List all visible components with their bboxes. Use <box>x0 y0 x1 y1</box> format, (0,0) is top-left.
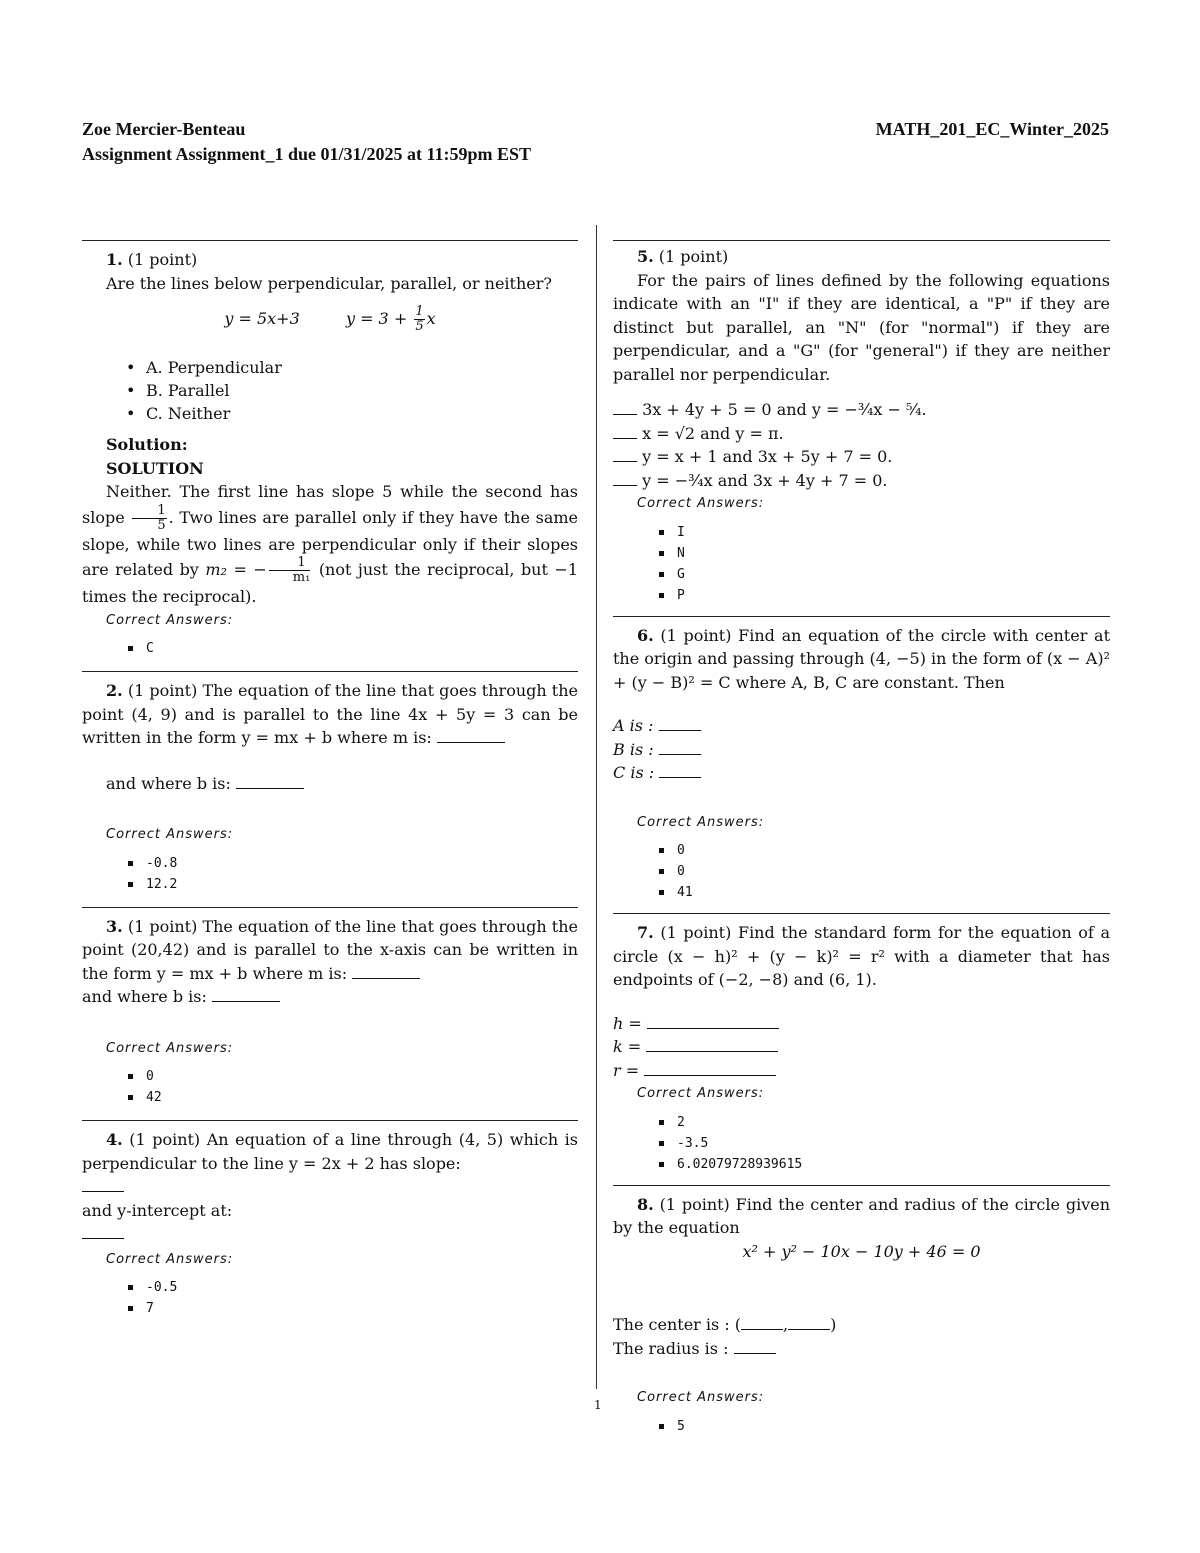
equation-2-suffix: x <box>426 309 436 328</box>
answer-blank[interactable] <box>352 964 420 979</box>
solution-title: SOLUTION <box>106 458 204 478</box>
field-row: k = <box>613 1035 1110 1059</box>
correct-answers-label: Correct Answers: <box>106 827 234 842</box>
page-number: 1 <box>594 1398 602 1412</box>
answer-blank[interactable] <box>647 1014 779 1029</box>
answer-list <box>126 853 578 895</box>
radius-row: The radius is : <box>613 1337 1110 1361</box>
answer-item: 12.2 <box>126 874 578 895</box>
problem-question: (1 point) The equation of the line that goes through the point (20,42) and is parallel to the x-axis can be written in the form y = mx + b where m is: <box>82 916 578 983</box>
answer-item: 42 <box>126 1087 578 1108</box>
answer-blank[interactable] <box>659 763 701 778</box>
answer-list <box>657 1112 1110 1175</box>
problem-number: 1. <box>106 250 123 269</box>
answer-blank[interactable] <box>613 447 637 462</box>
correct-answers-label: Correct Answers: <box>637 496 765 511</box>
answer-blank[interactable] <box>659 716 701 731</box>
answer-item: 6.02079728939615 <box>657 1154 1110 1175</box>
choice-list <box>126 356 578 425</box>
matching-item: y = −³⁄₄x and 3x + 4y + 7 = 0. <box>613 469 1110 493</box>
answer-blank[interactable] <box>734 1339 776 1354</box>
answer-item: P <box>657 585 1110 606</box>
solution-text: Neither. The first line has slope 5 while the second has slope $\frac{1}{5}$ . Two lines are parallel only if they have the same slope, while two lines are perpendicular only if their slopes are related by m₂ = − $\frac{1}{\text{m₁}}$ (not just the reciprocal, but −1 times the reciprocal). <box>82 482 578 606</box>
assignment-title: Assignment Assignment_1 due 01/31/2025 at 11:59pm EST <box>82 144 532 164</box>
problem-6 <box>613 616 1110 904</box>
course-code: MATH_201_EC_Winter_2025 <box>875 119 1109 139</box>
problem-number: 6. <box>637 625 654 645</box>
center-row: The center is : ( , ) <box>613 1315 837 1334</box>
problem-number: 7. <box>637 923 654 942</box>
answer-blank[interactable] <box>788 1315 830 1330</box>
circle-equation: x² + y² − 10x − 10y + 46 = 0 <box>742 1241 981 1261</box>
answer-item: -3.5 <box>657 1133 1110 1154</box>
problem-8 <box>613 1185 1110 1437</box>
problem-7 <box>613 913 1110 1175</box>
left-column <box>82 240 578 1329</box>
correct-answers-label: Correct Answers: <box>106 1040 234 1056</box>
answer-item: C <box>126 638 578 659</box>
problem-question: (1 point) An equation of a line through (4, 5) which is perpendicular to the line y = 2x + 2 has slope: <box>82 1130 579 1173</box>
answer-blank[interactable] <box>613 471 637 486</box>
field-row: A is : <box>613 714 1110 738</box>
correct-answers-label: Correct Answers: <box>637 1390 765 1405</box>
correct-answers-label: Correct Answers: <box>106 1251 234 1267</box>
field-row: h = <box>613 1012 1110 1036</box>
answer-list <box>657 522 1110 606</box>
problem-4 <box>82 1120 578 1319</box>
answer-list <box>126 638 578 659</box>
answer-blank[interactable] <box>212 987 280 1002</box>
answer-item: -0.5 <box>126 1277 578 1298</box>
answer-item: G <box>657 564 1110 585</box>
answer-blank[interactable] <box>236 774 304 789</box>
answer-item: 5 <box>657 1416 1110 1437</box>
choice-item[interactable]: • A. Perpendicular <box>126 356 578 379</box>
answer-item: I <box>657 522 1110 543</box>
problem-number: 4. <box>106 1130 123 1149</box>
answer-blank[interactable] <box>613 400 637 415</box>
fraction: $\frac{1}{5}$ <box>415 304 424 334</box>
answer-list <box>126 1066 578 1108</box>
choice-item[interactable]: • B. Parallel <box>126 379 578 402</box>
problem-points: (1 point) <box>658 247 729 266</box>
correct-answers-label: Correct Answers: <box>637 814 765 830</box>
problem-5 <box>613 240 1110 606</box>
equation-1: y = 5x+3 <box>224 309 300 328</box>
answer-blank[interactable] <box>644 1061 776 1076</box>
question-part: and y-intercept at: <box>82 1200 233 1220</box>
header-left <box>82 117 531 167</box>
answer-item: 0 <box>657 840 1110 861</box>
answer-item: N <box>657 543 1110 564</box>
choice-item[interactable]: • C. Neither <box>126 402 578 425</box>
answer-list <box>657 840 1110 903</box>
matching-item: 3x + 4y + 5 = 0 and y = −³⁄₄x − ⁵⁄₄. <box>613 398 1110 422</box>
answer-blank[interactable] <box>646 1037 778 1052</box>
problem-question: (1 point) Find the standard form for the equation of a circle (x − h)² + (y − k)² = r² with a diameter that has endpoints of (−2, −8) and (6, 1). <box>613 923 1110 989</box>
answer-item: -0.8 <box>126 853 578 874</box>
answer-item: 0 <box>657 861 1110 882</box>
problem-3: 3. (1 point) The equation of the line that goes through the point (20,42) and is parallel to the x-axis can be written in the form y = mx + b where m is: and where b is: Correct Answers: 0 42 <box>82 907 578 1109</box>
answer-blank[interactable] <box>437 728 505 743</box>
problem-question: (1 point) Find an equation of the circle with center at the origin and passing through (4, −5) in the form of (x − A)² + (y − B)² = C where A, B, C are constant. Then <box>613 625 1110 692</box>
problem-number: 2. <box>106 681 123 700</box>
problem-question: (1 point) Find the center and radius of the circle given by the equation <box>613 1194 1110 1237</box>
matching-item: x = √2 and y = π. <box>613 422 1110 446</box>
answer-blank[interactable] <box>613 424 637 439</box>
matching-item: y = x + 1 and 3x + 5y + 7 = 0. <box>613 445 1110 469</box>
correct-answers-label: Correct Answers: <box>106 612 234 628</box>
answer-item: 2 <box>657 1112 1110 1133</box>
field-row: r = <box>613 1059 1110 1083</box>
problem-1 <box>82 240 578 659</box>
problem-question: (1 point) The equation of the line that goes through the point (4, 9) and is parallel to the line 4x + 5y = 3 can be written in the form y = mx + b where m is: <box>82 681 578 747</box>
problem-number: 5. <box>637 247 654 266</box>
equation-pair <box>82 305 578 334</box>
correct-answers-label: Correct Answers: <box>637 1086 765 1101</box>
problem-question: Are the lines below perpendicular, parallel, or neither? <box>106 273 552 293</box>
problem-question: For the pairs of lines defined by the following equations indicate with an "I" if they are identical, a "P" if they are distinct but parallel, an "N" (for "normal") if they are perpendicular, and a "G" (for "general") if they are neither parallel nor perpendicular. <box>613 270 1110 384</box>
answer-item: 7 <box>126 1298 578 1319</box>
answer-list <box>126 1277 578 1319</box>
answer-blank[interactable] <box>82 1177 124 1192</box>
answer-blank[interactable] <box>659 740 701 755</box>
problem-points: (1 point) <box>127 250 198 269</box>
problem-number: 3. <box>106 916 123 936</box>
answer-item: 0 <box>126 1066 578 1087</box>
equation-2-prefix: y = 3 + <box>345 309 408 328</box>
problem-2: 2. (1 point) The equation of the line that goes through the point (4, 9) and is parallel to the line 4x + 5y = 3 can be written in the form y = mx + b where m is: and where b is: Correct Answers: -0.8 12.2 <box>82 671 578 895</box>
problem-number: 8. <box>637 1194 654 1214</box>
column-divider <box>596 225 597 1389</box>
answer-item: 41 <box>657 882 1110 903</box>
right-column <box>613 240 1110 1447</box>
answer-blank[interactable] <box>741 1315 783 1330</box>
solution-label: Solution: <box>106 435 188 454</box>
field-row: B is : <box>613 738 1110 762</box>
answer-list <box>657 1416 1110 1437</box>
answer-blank[interactable] <box>82 1224 124 1239</box>
student-name: Zoe Mercier-Benteau <box>82 119 246 139</box>
field-row: C is : <box>613 761 1110 785</box>
